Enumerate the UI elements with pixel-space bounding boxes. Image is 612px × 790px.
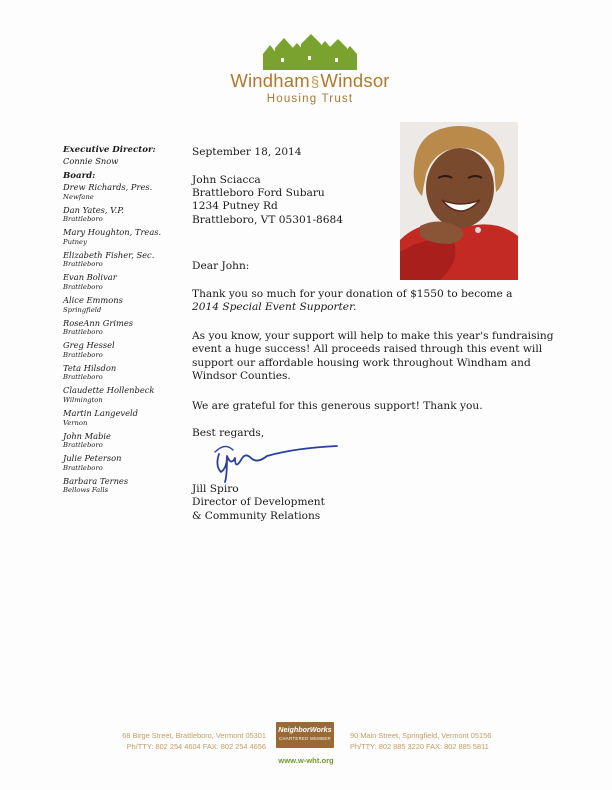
board-member-name: RoseAnn Grimes <box>63 317 134 328</box>
badge-title: NeighborWorks <box>278 725 332 734</box>
board-member <box>63 476 183 496</box>
board-member <box>63 272 183 292</box>
logo-name-right: Windsor <box>320 70 390 91</box>
board-member <box>63 227 183 247</box>
recipient-line: Brattleboro Ford Subaru <box>192 187 325 200</box>
logo-subtitle: Housing Trust <box>266 93 354 105</box>
board-member-town: Brattleboro <box>63 215 103 224</box>
letterhead-footer <box>0 718 612 768</box>
footer-phone: Ph/TTY: 802 254 4604 FAX: 802 254 4656 <box>126 742 266 751</box>
board-member-town: Brattleboro <box>63 441 103 450</box>
board-member-name: Evan Bolivar <box>63 272 117 283</box>
board-member-name: Barbara Ternes <box>63 475 129 486</box>
closing: Best regards, <box>192 427 265 439</box>
organization-logo <box>210 34 410 112</box>
signer-name: Jill Spiro <box>192 483 239 495</box>
footer-phone: Ph/TTY: 802 885 3220 FAX: 802 885 5811 <box>350 742 489 751</box>
logo-name-left: Windham <box>230 70 310 91</box>
board-member-name: Drew Richards, Pres. <box>63 182 153 192</box>
board-member-town: Wilmington <box>63 395 103 404</box>
board-member-name: Mary Houghton, Treas. <box>63 227 162 238</box>
board-member-town: Putney <box>63 237 87 246</box>
signer-title: & Community Relations <box>192 509 321 522</box>
recipient-line: 1234 Putney Rd <box>192 200 278 213</box>
board-member <box>63 385 183 405</box>
paragraph-line: As you know, your support will help to make this year's fundraising <box>192 330 554 342</box>
portrait-image-icon <box>400 122 518 280</box>
board-sidebar <box>63 145 183 498</box>
salutation: Dear John: <box>192 260 250 272</box>
paragraph-line: Thank you so much for your donation of $1550 to become a <box>192 288 513 300</box>
board-member-town: Brattleboro <box>63 260 103 269</box>
board-member <box>63 340 183 360</box>
board-member-town: Brattleboro <box>63 282 103 291</box>
footer-website-link[interactable]: www.w-wht.org <box>278 756 334 765</box>
board-member-town: Brattleboro <box>63 463 103 472</box>
board-member <box>63 431 183 451</box>
board-member <box>63 453 183 473</box>
paragraph-gratitude: We are grateful for this generous support! Thank you. <box>192 400 483 412</box>
board-member-name: Elizabeth Fisher, Sec. <box>63 249 155 260</box>
board-member-town: Brattleboro <box>63 350 103 359</box>
portrait-photo <box>400 122 518 280</box>
recipient-address <box>192 174 343 227</box>
footer-brattleboro-office <box>100 730 266 752</box>
handwritten-signature <box>205 432 345 484</box>
signer-block <box>192 483 325 523</box>
signer-title: Director of Development <box>192 496 325 509</box>
recipient-line: John Sciacca <box>192 174 261 186</box>
board-member-name: Claudette Hollenbeck <box>63 385 155 396</box>
board-member-town: Brattleboro <box>63 373 103 382</box>
board-member-name: Teta Hilsdon <box>63 362 117 373</box>
letter-date: September 18, 2014 <box>192 146 302 158</box>
board-member <box>63 205 183 225</box>
board-member-town: Vernon <box>63 418 88 427</box>
board-member <box>63 408 183 428</box>
board-member-town: Bellows Falls <box>63 486 109 495</box>
paragraph-line: Windsor Counties. <box>192 370 291 383</box>
neighborworks-badge <box>276 722 334 748</box>
sponsorship-title: 2014 Special Event Supporter. <box>192 301 357 314</box>
board-member <box>63 295 183 315</box>
board-member-town: Newfane <box>63 192 94 201</box>
logo-swirl-icon: § <box>310 74 320 91</box>
board-member-name: Alice Emmons <box>63 294 123 305</box>
footer-address: 68 Birge Street, Brattleboro, Vermont 05301 <box>122 731 266 740</box>
board-member-name: Dan Yates, V.P. <box>63 204 124 215</box>
board-member <box>63 318 183 338</box>
board-member <box>63 363 183 383</box>
houses-logo-icon <box>261 34 359 70</box>
footer-address: 90 Main Street, Springfield, Vermont 05156 <box>350 731 492 740</box>
board-member-list <box>63 182 183 495</box>
board-member-town: Brattleboro <box>63 328 103 337</box>
board-member-name: Julie Peterson <box>63 453 122 464</box>
paragraph-line: event a huge success! All proceeds raised through this event will <box>192 343 543 356</box>
board-member <box>63 250 183 270</box>
executive-director-heading: Executive Director: <box>63 145 156 155</box>
executive-director-name: Connie Snow <box>63 156 119 166</box>
badge-subtitle: CHARTERED MEMBER <box>279 736 331 741</box>
board-member-town: Springfield <box>63 305 102 314</box>
paragraph-line: support our affordable housing work throughout Windham and <box>192 356 531 369</box>
footer-springfield-office <box>350 730 520 752</box>
board-member <box>63 182 183 202</box>
board-heading: Board: <box>63 171 96 181</box>
board-member-name: Greg Hessel <box>63 340 115 351</box>
recipient-line: Brattleboro, VT 05301-8684 <box>192 213 343 226</box>
paragraph-support <box>192 330 554 384</box>
paragraph-thanks <box>192 288 522 315</box>
board-member-name: Martin Langeveld <box>63 407 138 418</box>
board-member-name: John Mabie <box>63 430 111 441</box>
